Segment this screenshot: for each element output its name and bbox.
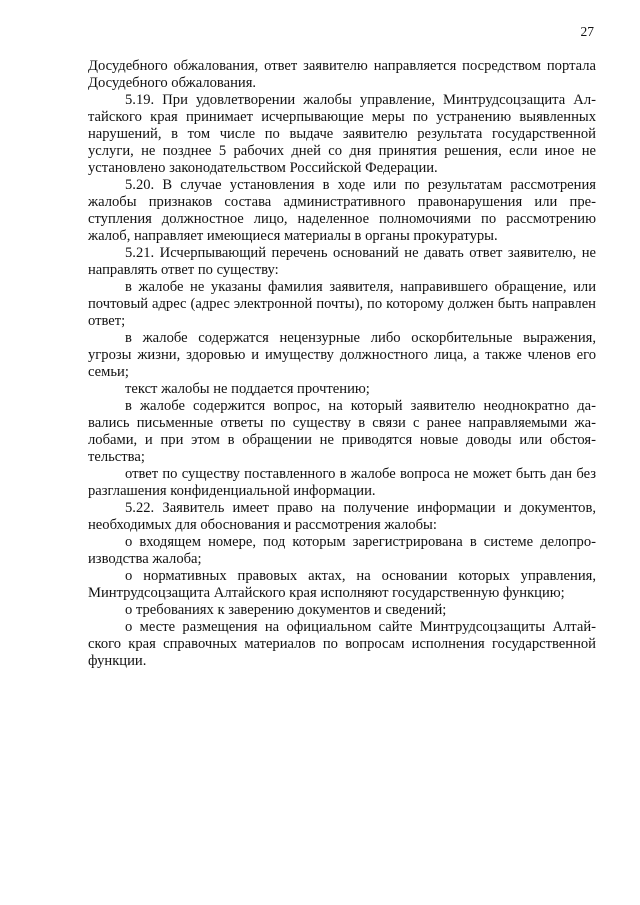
paragraph-5-20: 5.20. В случае установления в ходе или по результатам рассмотрения жалобы признаков состава административного правонарушения или преступления должностное лицо, наделенное полномочиями по рассмотрению жалоб, направляет имеющиеся материалы в органы прокуратуры. — [88, 177, 596, 244]
list-item: текст жалобы не поддается прочтению; — [125, 381, 370, 397]
list-item: в жалобе содержатся нецензурные либо оскорбительные выражения, угрозы жизни, здоровью и имуществу должностного лица, а также членов его семьи; — [88, 330, 596, 380]
page-number: 27 — [580, 24, 594, 39]
paragraph-continuation: Досудебного обжалования, ответ заявителю направляется посредством портала Досудебного обжалования. — [88, 58, 596, 91]
list-item: о требованиях к заверению документов и сведений; — [125, 602, 447, 618]
list-item: о месте размещения на официальном сайте Минтрудсоцзащиты Алтайского края справочных материалов по вопросам исполнения государственной функции. — [88, 619, 596, 669]
paragraph-5-22: 5.22. Заявитель имеет право на получение информации и документов, необходимых для обоснования и рассмотрения жалобы: — [88, 500, 596, 533]
list-item: ответ по существу поставленного в жалобе вопроса не может быть дан без разглашения конфиденциальной информации. — [88, 466, 596, 499]
document-body — [88, 58, 596, 670]
list-item: о входящем номере, под которым зарегистрирована в системе делопроизводства жалоба; — [88, 534, 596, 567]
list-item: в жалобе содержится вопрос, на который заявителю неоднократно давались письменные ответы по существу в связи с ранее направляемыми жалобами, и при этом в обращении не приводятся новые доводы или обстоятельства; — [88, 398, 596, 465]
list-item: в жалобе не указаны фамилия заявителя, направившего обращение, или почтовый адрес (адрес электронной почты), по которому должен быть направлен ответ; — [88, 279, 596, 329]
list-item: о нормативных правовых актах, на основании которых управления, Минтрудсоцзащита Алтайского края исполняют государственную функцию; — [88, 568, 596, 601]
paragraph-5-21: 5.21. Исчерпывающий перечень оснований не давать ответ заявителю, не направлять ответ по существу: — [88, 245, 596, 278]
paragraph-5-19: 5.19. При удовлетворении жалобы управление, Минтрудсоцзащита Алтайского края принимает исчерпывающие меры по устранению выявленных нарушений, в том числе по выдаче заявителю результата государственной услуги, не позднее 5 рабочих дней со дня принятия решения, если иное не установлено законодательством Российской Федерации. — [88, 92, 596, 176]
